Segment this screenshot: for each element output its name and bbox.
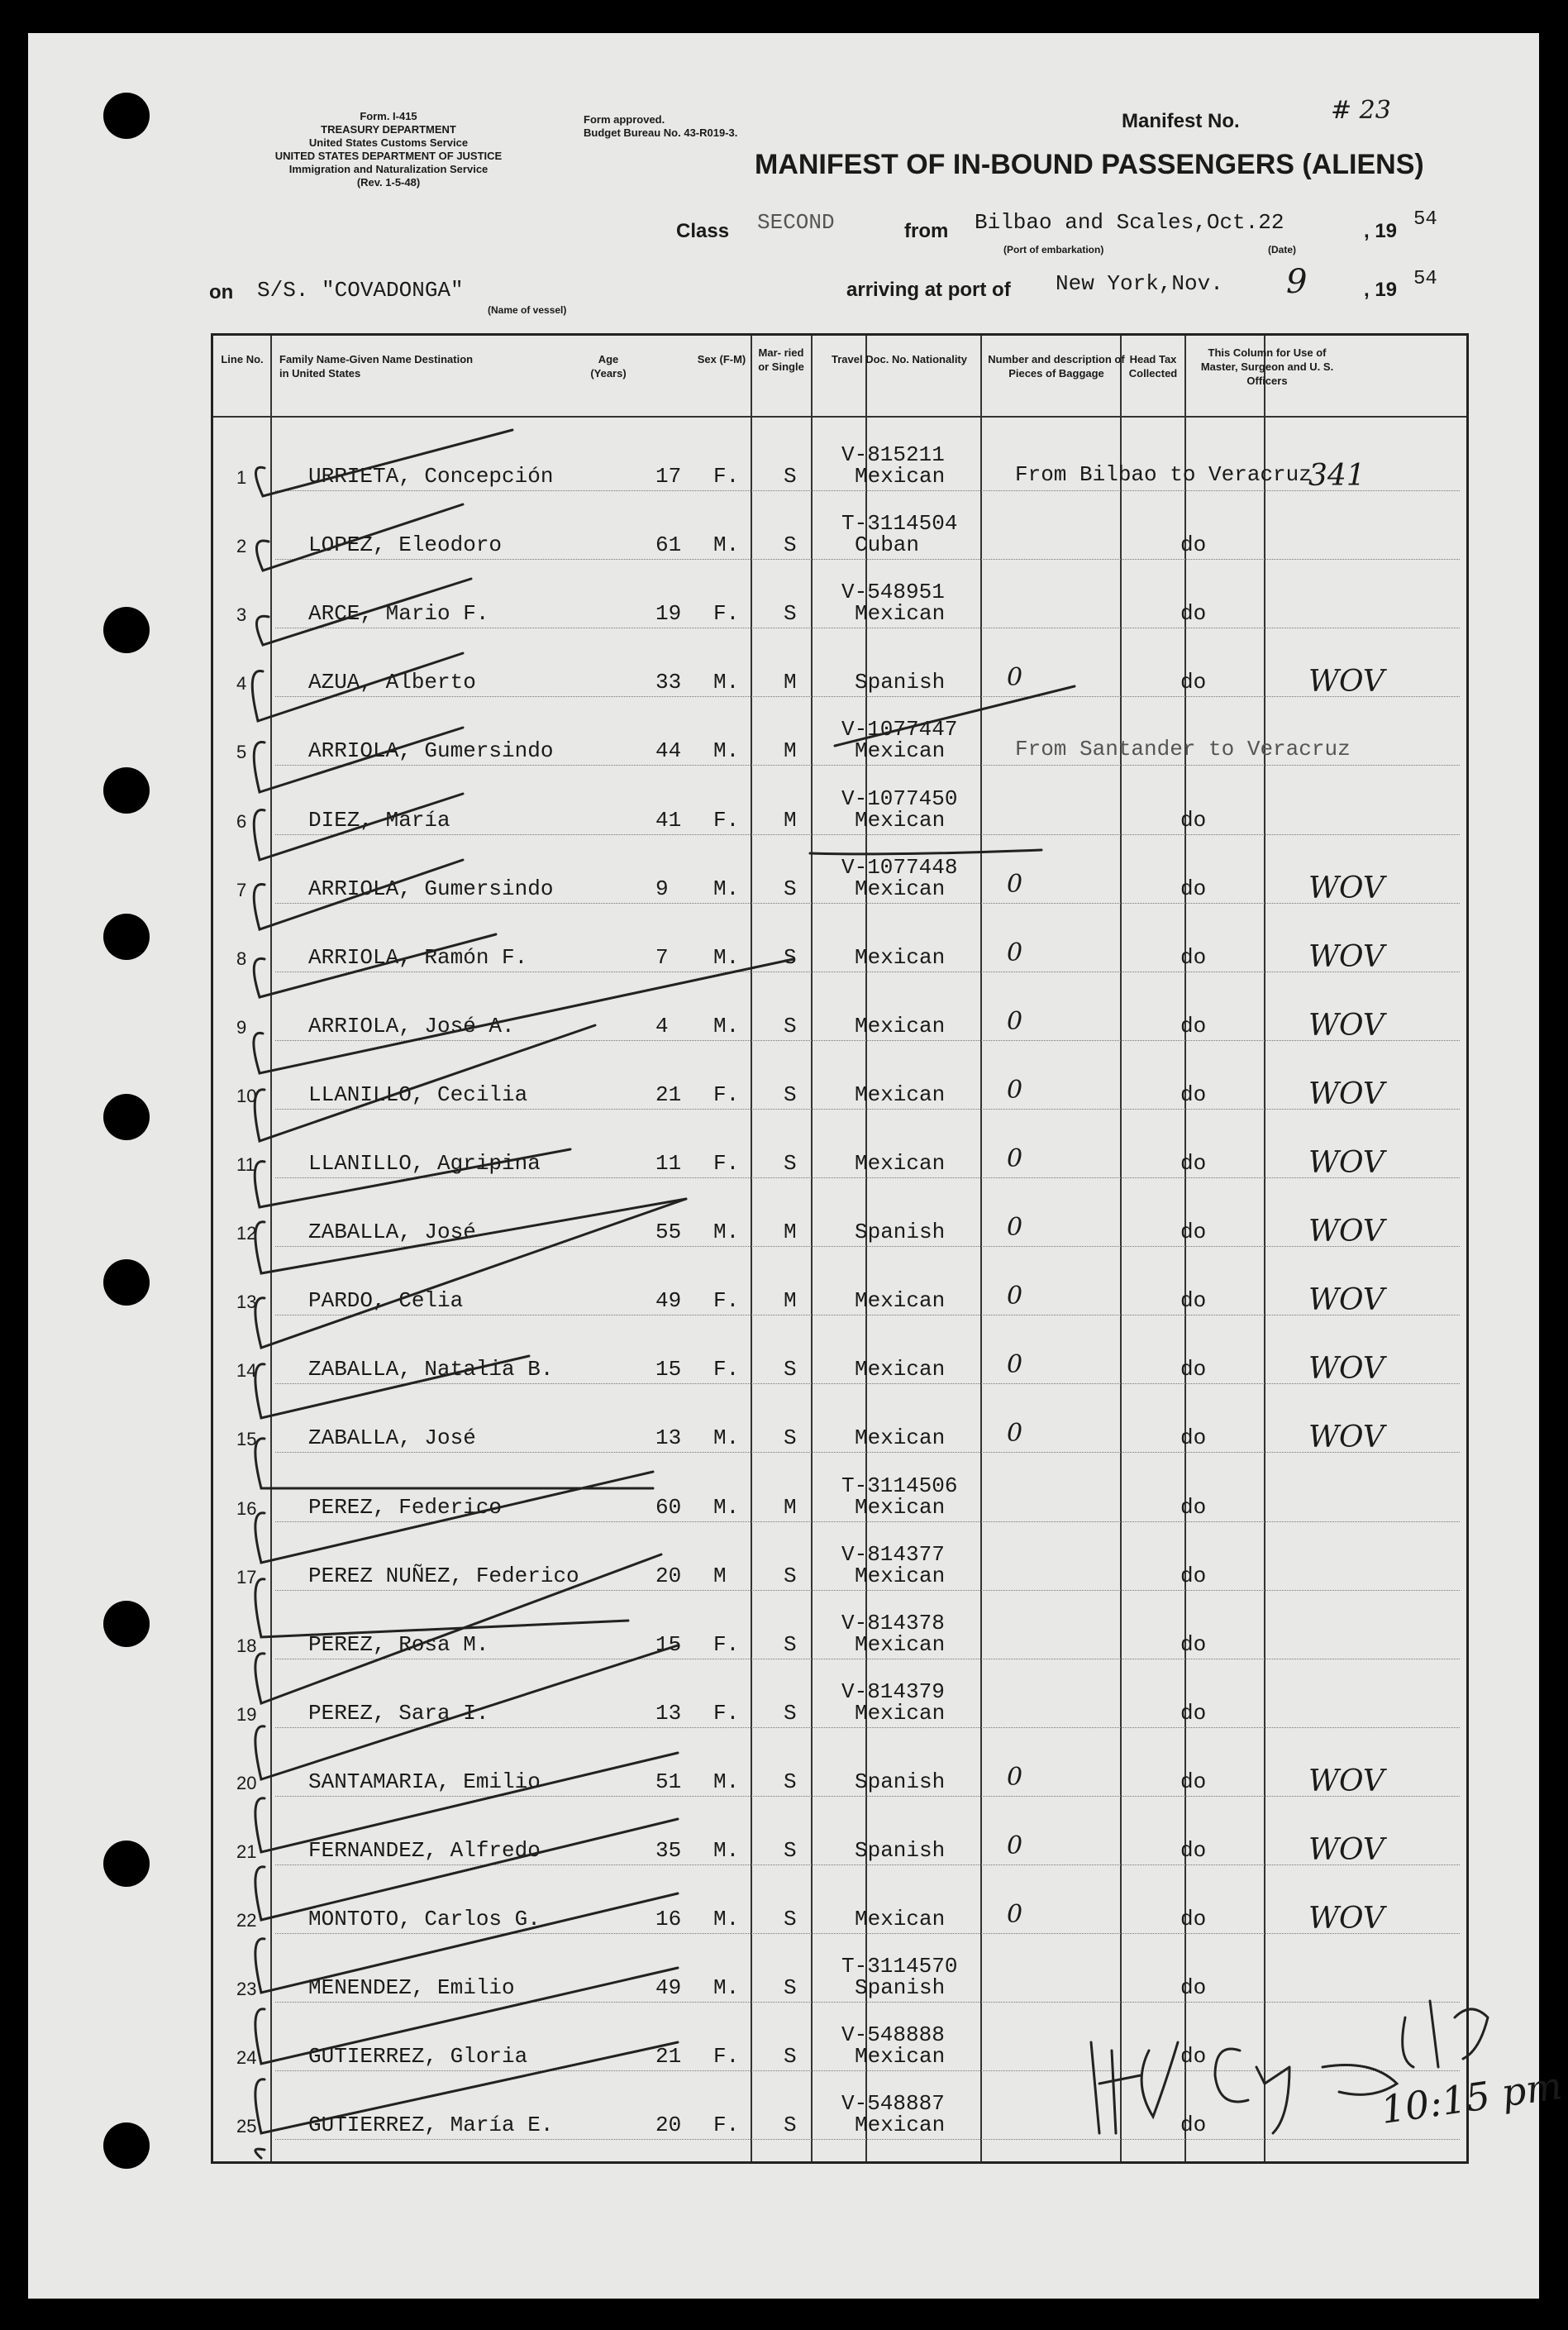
officers-note: WOV [1308, 1833, 1385, 1867]
officers-note: WOV [1308, 871, 1385, 905]
marital-status: S [784, 1013, 797, 1038]
sex: M. [713, 1838, 740, 1863]
line-no: 15 [236, 1429, 257, 1450]
line-no: 20 [236, 1772, 257, 1793]
marital-status: S [784, 1769, 797, 1794]
marital-status: S [784, 1907, 797, 1932]
line-no: 2 [236, 536, 247, 557]
sex: M. [713, 738, 740, 764]
line-no: 22 [236, 1910, 257, 1931]
line-no: 24 [236, 2047, 257, 2069]
officers-note: 341 [1308, 459, 1365, 493]
marital-status: S [784, 1563, 797, 1588]
passenger-name: ARRIOLA, Gumersindo [308, 738, 554, 764]
head-tax: do [1180, 2044, 1207, 2070]
class-value: SECOND [757, 210, 835, 235]
travel-doc-no: V-548887 [841, 2091, 945, 2117]
check-mark [255, 2149, 265, 2158]
check-mark [255, 1149, 570, 1207]
head-tax: do [1180, 944, 1207, 970]
dept-line: Immigration and Naturalization Service [288, 163, 489, 175]
strike-line [810, 850, 1041, 854]
officers-note: WOV [1308, 665, 1385, 699]
officers-note: WOV [1308, 1283, 1385, 1318]
marital-status: S [784, 876, 797, 901]
sex: F. [713, 2113, 740, 2138]
nationality: Mexican [855, 2113, 946, 2138]
approved-line: Form approved. [584, 113, 665, 126]
marital-status: M [784, 738, 797, 764]
passenger-name: AZUA, Alberto [308, 670, 476, 695]
passenger-name: MENENDEZ, Emilio [308, 1975, 515, 2001]
head-tax: do [1180, 1907, 1207, 1932]
travel-doc-no: V-814377 [841, 1541, 945, 1567]
sex: F. [713, 1357, 740, 1382]
officers-note: WOV [1308, 1420, 1385, 1455]
age: 16 [655, 1907, 682, 1932]
dept-line: TREASURY DEPARTMENT [321, 123, 456, 136]
head-tax: do [1180, 1769, 1207, 1794]
travel-doc-no: V-548951 [841, 580, 945, 605]
travel-doc-no: V-1077448 [841, 854, 958, 880]
age: 21 [655, 2044, 682, 2070]
head-tax: do [1180, 1220, 1207, 1245]
arriving-label: arriving at port of [846, 279, 1011, 301]
baggage: 0 [1007, 663, 1023, 693]
nationality: Mexican [855, 1425, 946, 1451]
check-mark [255, 1199, 686, 1348]
line-no: 14 [236, 1360, 257, 1382]
nationality: Mexican [855, 1631, 946, 1657]
age: 60 [655, 1494, 682, 1520]
line-no: 9 [236, 1016, 247, 1038]
sex: F. [713, 601, 740, 627]
travel-doc-no: V-1077450 [841, 785, 958, 811]
page-title: MANIFEST OF IN-BOUND PASSENGERS (ALIENS) [755, 149, 1424, 180]
passenger-name: ARRIOLA, Gumersindo [308, 876, 554, 901]
head-tax: do [1180, 1288, 1207, 1314]
head-tax: do [1180, 807, 1207, 833]
revision: (Rev. 1-5-48) [356, 176, 421, 189]
col-header-age: Age (Years) [590, 353, 627, 380]
sex: M. [713, 1975, 740, 2001]
arriving-day: 9 [1286, 263, 1308, 301]
sex: M. [713, 1769, 740, 1794]
check-mark [255, 1819, 678, 1920]
nationality: Mexican [855, 1494, 946, 1520]
age: 21 [655, 1081, 682, 1107]
sex: M. [713, 876, 740, 901]
col-header-headtax: Head Tax Collected [1128, 353, 1178, 380]
sex: F. [713, 1151, 740, 1176]
age: 55 [655, 1220, 682, 1245]
passenger-name: SANTAMARIA, Emilio [308, 1769, 541, 1794]
from-label: from [904, 220, 949, 242]
travel-doc-no: V-815211 [841, 442, 945, 467]
marital-status: S [784, 1081, 797, 1107]
baggage: 0 [1007, 1282, 1023, 1311]
check-mark [255, 1645, 678, 1779]
marital-status: S [784, 1975, 797, 2001]
col-header-officers: This Column for Use of Master, Surgeon and U. S. Officers [1200, 346, 1334, 387]
marital-status: M [784, 1220, 797, 1245]
travel-doc-no: T-3114504 [841, 511, 958, 537]
age: 20 [655, 1563, 682, 1588]
passenger-name: GUTIERREZ, María E. [308, 2113, 554, 2138]
marital-status: S [784, 2113, 797, 2138]
age: 9 [655, 876, 669, 901]
age: 19 [655, 601, 682, 627]
vessel-caption: (Name of vessel) [488, 304, 567, 316]
check-mark [252, 653, 463, 721]
year-value-2: 54 [1413, 268, 1437, 290]
on-label: on [209, 281, 234, 303]
check-mark [254, 934, 496, 997]
marital-status: M [784, 1288, 797, 1314]
nationality: Mexican [855, 876, 946, 901]
passenger-name: FERNANDEZ, Alfredo [308, 1838, 541, 1863]
baggage: 0 [1007, 1350, 1023, 1380]
officers-note: WOV [1308, 1902, 1385, 1936]
sex: M. [713, 944, 740, 970]
line-no: 11 [236, 1154, 255, 1175]
marital-status: M [784, 807, 797, 833]
marital-status: S [784, 2044, 797, 2070]
nationality: Spanish [855, 670, 946, 695]
sex: M. [713, 670, 740, 695]
manifest-no-label: Manifest No. [1122, 110, 1240, 132]
bureau-line: Budget Bureau No. 43-R019-3. [584, 127, 738, 139]
officers-note: WOV [1308, 1352, 1385, 1387]
passenger-name: ARRIOLA, Ramón F. [308, 944, 528, 970]
officers-note: WOV [1308, 1215, 1385, 1249]
signature-time: 10:15 pm [1378, 2062, 1565, 2133]
age: 44 [655, 738, 682, 764]
passenger-name: ARCE, Mario F. [308, 601, 489, 627]
baggage: 0 [1007, 1762, 1023, 1792]
line-no: 23 [236, 1979, 257, 2000]
line-no: 18 [236, 1635, 257, 1656]
line-no: 6 [236, 810, 247, 832]
head-tax: do [1180, 1151, 1207, 1176]
year-value: 54 [1413, 208, 1437, 231]
head-tax: do [1180, 601, 1207, 627]
baggage: From Santander to Veracruz [1015, 737, 1351, 762]
baggage: 0 [1007, 1213, 1023, 1243]
head-tax: do [1180, 1425, 1207, 1451]
age: 4 [655, 1013, 669, 1038]
age: 49 [655, 1288, 682, 1314]
baggage: 0 [1007, 938, 1023, 967]
passenger-name: LLANILLO, Agripina [308, 1151, 541, 1176]
col-header-line: Line No. [221, 353, 264, 365]
travel-doc-no: V-814378 [841, 1610, 945, 1635]
check-mark [255, 1472, 653, 1563]
passenger-name: ARRIOLA, José A. [308, 1013, 515, 1038]
marital-status: S [784, 944, 797, 970]
age: 7 [655, 944, 669, 970]
year-prefix: , 19 [1364, 220, 1398, 242]
head-tax: do [1180, 1700, 1207, 1726]
age: 61 [655, 532, 682, 558]
line-no: 19 [236, 1703, 257, 1725]
marital-status: S [784, 1838, 797, 1863]
sex: M. [713, 532, 740, 558]
baggage: 0 [1007, 1900, 1023, 1930]
baggage: 0 [1007, 869, 1023, 899]
baggage: 0 [1007, 1075, 1023, 1105]
strike-line [835, 686, 1075, 746]
line-no: 8 [236, 948, 247, 969]
form-number: Form. I-415 [360, 110, 417, 122]
marital-status: S [784, 464, 797, 489]
marital-status: S [784, 1631, 797, 1657]
sex: M. [713, 1907, 740, 1932]
sex: F. [713, 807, 740, 833]
officers-note: WOV [1308, 1146, 1385, 1180]
age: 13 [655, 1700, 682, 1726]
head-tax: do [1180, 532, 1207, 558]
class-label: Class [676, 220, 730, 242]
vessel-name: S/S. "COVADONGA" [257, 278, 464, 303]
nationality: Mexican [855, 1563, 946, 1588]
marital-status: S [784, 1425, 797, 1451]
officers-note: WOV [1308, 1077, 1385, 1111]
sex: F. [713, 1081, 740, 1107]
travel-doc-no: V-814379 [841, 1678, 945, 1704]
line-no: 21 [236, 1841, 257, 1862]
sex: M. [713, 1425, 740, 1451]
col-header-baggage: Number and description of Pieces of Baggage [988, 353, 1125, 380]
passenger-name: ZABALLA, Natalia B. [308, 1357, 554, 1382]
sex: M. [713, 1013, 740, 1038]
baggage: 0 [1007, 1144, 1023, 1173]
nationality: Mexican [855, 738, 946, 764]
marital-status: S [784, 601, 797, 627]
nationality: Mexican [855, 464, 946, 489]
nationality: Spanish [855, 1220, 946, 1245]
check-mark [255, 1753, 678, 1852]
port-embark-caption: (Port of embarkation) [1003, 244, 1104, 255]
officers-note: WOV [1308, 1764, 1385, 1798]
passenger-name: LOPEZ, Eleodoro [308, 532, 503, 558]
marital-status: M [784, 670, 797, 695]
travel-doc-no: T-3114506 [841, 1473, 958, 1498]
baggage: 0 [1007, 1006, 1023, 1036]
travel-doc-no: T-3114570 [841, 1954, 958, 1979]
nationality: Spanish [855, 1975, 946, 2001]
line-no: 7 [236, 879, 247, 900]
passenger-name: PEREZ NUÑEZ, Federico [308, 1563, 579, 1588]
age: 15 [655, 1631, 682, 1657]
check-mark [255, 1439, 653, 1488]
head-tax: do [1180, 1013, 1207, 1038]
head-tax: do [1180, 1563, 1207, 1588]
passenger-name: DIEZ, María [308, 807, 450, 833]
check-mark [255, 1968, 678, 2064]
head-tax: do [1180, 2113, 1207, 2138]
officers-note: WOV [1308, 939, 1385, 974]
passenger-name: PEREZ, Sara I. [308, 1700, 489, 1726]
travel-doc-no: V-548888 [841, 2022, 945, 2048]
nationality: Mexican [855, 601, 946, 627]
sex: F. [713, 464, 740, 489]
passenger-name: LLANILLO, Cecilia [308, 1081, 528, 1107]
officers-note: WOV [1308, 1008, 1385, 1043]
signature [1215, 2049, 1397, 2133]
nationality: Mexican [855, 1013, 946, 1038]
head-tax: do [1180, 1631, 1207, 1657]
marital-status: S [784, 1357, 797, 1382]
nationality: Mexican [855, 1907, 946, 1932]
baggage: 0 [1007, 1831, 1023, 1860]
line-no: 12 [236, 1223, 257, 1244]
check-mark [256, 504, 463, 571]
sex: M [713, 1563, 727, 1588]
passenger-name: MONTOTO, Carlos G. [308, 1907, 541, 1932]
passenger-name: PARDO, Celia [308, 1288, 464, 1314]
nationality: Spanish [855, 1769, 946, 1794]
travel-doc-no: V-1077447 [841, 717, 958, 742]
marital-status: M [784, 1494, 797, 1520]
age: 41 [655, 807, 682, 833]
line-no: 10 [236, 1085, 257, 1106]
nationality: Mexican [855, 944, 946, 970]
signature [1091, 2042, 1178, 2133]
col-header-name: Family Name-Given Name Destination in United States [279, 353, 474, 380]
check-mark [255, 1356, 529, 1418]
check-mark [255, 430, 512, 496]
date-caption: (Date) [1268, 244, 1297, 255]
nationality: Cuban [855, 532, 920, 558]
nationality: Spanish [855, 1838, 946, 1863]
age: 51 [655, 1769, 682, 1794]
nationality: Mexican [855, 1081, 946, 1107]
line-no: 16 [236, 1497, 257, 1519]
baggage: 0 [1007, 1419, 1023, 1449]
dept-line: UNITED STATES DEPARTMENT OF JUSTICE [274, 150, 503, 162]
line-no: 25 [236, 2116, 257, 2137]
age: 11 [655, 1151, 682, 1176]
check-mark [254, 860, 463, 929]
nationality: Mexican [855, 1700, 946, 1726]
age: 49 [655, 1975, 682, 2001]
head-tax: do [1180, 1081, 1207, 1107]
nationality: Mexican [855, 1288, 946, 1314]
check-mark [256, 579, 471, 645]
head-tax: do [1180, 670, 1207, 695]
sex: F. [713, 2044, 740, 2070]
passenger-name: PEREZ, Rosa M. [308, 1631, 489, 1657]
arriving-value: New York,Nov. [1056, 271, 1223, 296]
nationality: Mexican [855, 807, 946, 833]
from-value: Bilbao and Scales,Oct.22 [975, 210, 1284, 235]
sex: F. [713, 1700, 740, 1726]
line-no: 1 [236, 467, 247, 488]
nationality: Mexican [855, 2044, 946, 2070]
head-tax: do [1180, 1975, 1207, 2001]
sex: F. [713, 1631, 740, 1657]
marital-status: S [784, 532, 797, 558]
signature [1403, 2001, 1488, 2067]
check-mark [254, 728, 463, 792]
passenger-name: ZABALLA, José [308, 1425, 476, 1451]
marital-status: S [784, 1700, 797, 1726]
col-header-sex: Sex (F-M) [697, 353, 746, 365]
check-mark [255, 2042, 678, 2133]
year-prefix-2: , 19 [1364, 279, 1398, 301]
sex: M. [713, 1220, 740, 1245]
check-mark [255, 1025, 595, 1141]
age: 33 [655, 670, 682, 695]
check-mark [255, 1554, 661, 1703]
line-no: 5 [236, 742, 247, 763]
nationality: Mexican [855, 1357, 946, 1382]
check-mark [255, 1199, 686, 1273]
marital-status: S [784, 1151, 797, 1176]
passenger-name: GUTIERREZ, Gloria [308, 2044, 528, 2070]
age: 17 [655, 464, 682, 489]
line-no: 3 [236, 604, 247, 626]
line-no: 4 [236, 673, 247, 695]
nationality: Mexican [855, 1151, 946, 1176]
sex: F. [713, 1288, 740, 1314]
head-tax: do [1180, 876, 1207, 901]
age: 15 [655, 1357, 682, 1382]
line-no: 17 [236, 1566, 257, 1588]
sex: M. [713, 1494, 740, 1520]
passenger-name: URRIETA, Concepción [308, 464, 554, 489]
manifest-no-value: # 23 [1331, 96, 1391, 125]
head-tax: do [1180, 1838, 1207, 1863]
baggage: From Bilbao to Veracruz [1015, 462, 1312, 487]
passenger-name: ZABALLA, José [308, 1220, 476, 1245]
col-header-married: Mar- ried or Single [758, 346, 804, 373]
check-mark [255, 1893, 678, 1993]
check-mark [254, 794, 463, 860]
head-tax: do [1180, 1357, 1207, 1382]
age: 13 [655, 1425, 682, 1451]
line-no: 13 [236, 1292, 257, 1313]
passenger-name: PEREZ, Federico [308, 1494, 503, 1520]
age: 20 [655, 2113, 682, 2138]
head-tax: do [1180, 1494, 1207, 1520]
age: 35 [655, 1838, 682, 1863]
col-header-travel: Travel Doc. No. Nationality [832, 353, 967, 365]
dept-line: United States Customs Service [308, 136, 469, 149]
